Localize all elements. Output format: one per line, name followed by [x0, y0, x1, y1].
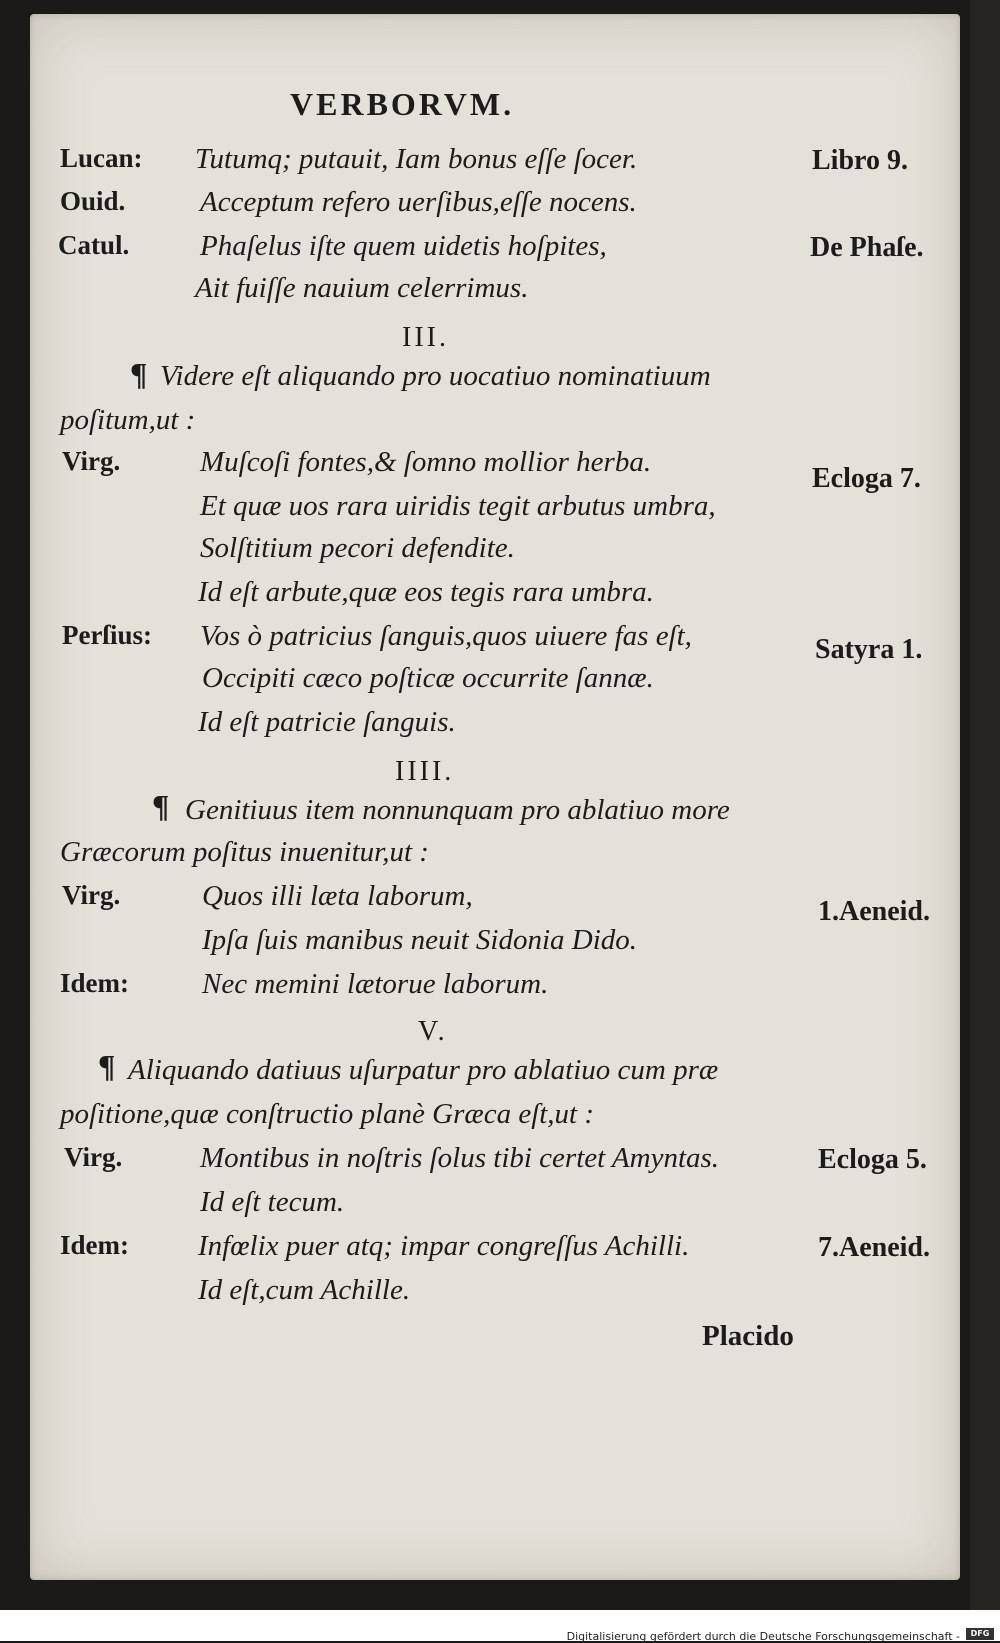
quote-line: Ipſa ſuis manibus neuit Sidonia Dido.	[202, 924, 637, 956]
quote-line: Montibus in noſtris ſolus tibi certet Amyntas.	[200, 1142, 720, 1174]
scan-edge-strip	[970, 0, 1000, 1641]
quote-line: Occipiti cæco poſticæ occurrite ſannæ.	[202, 662, 654, 694]
quote-line: Solſtitium pecori defendite.	[200, 532, 515, 564]
reference-label: Ecloga 7.	[812, 463, 921, 494]
paragraph-mark-icon: ¶	[152, 788, 170, 824]
quote-line: Id eſt,cum Achille.	[198, 1274, 411, 1306]
intro-line: poſitum,ut :	[60, 404, 196, 436]
section-number: III.	[402, 322, 449, 353]
author-label: Perſius:	[62, 620, 152, 650]
intro-line: Græcorum poſitus inuenitur,ut :	[60, 836, 429, 868]
quote-line: Id eſt arbute,quæ eos tegis rara umbra.	[198, 576, 654, 608]
author-label: Lucan:	[60, 143, 143, 173]
reference-label: 7.Aeneid.	[818, 1232, 930, 1263]
footer-credit: Digitalisierung gefördert durch die Deutsche Forschungsgemeinschaft -	[566, 1630, 960, 1643]
reference-label: 1.Aeneid.	[818, 896, 930, 927]
section-number: IIII.	[395, 756, 455, 787]
reference-label: Ecloga 5.	[818, 1144, 927, 1175]
author-label: Virg.	[64, 1142, 123, 1172]
quote-line: Infœlix puer atq; impar congreſſus Achilli.	[198, 1230, 690, 1262]
paragraph-mark-icon: ¶	[130, 356, 148, 392]
quote-line: Et quæ uos rara uiridis tegit arbutus umbra,	[200, 490, 716, 522]
author-label: Catul.	[58, 230, 130, 260]
section-number: V.	[418, 1016, 448, 1047]
author-label: Virg.	[62, 880, 121, 910]
author-label: Idem:	[60, 1230, 129, 1260]
author-label: Idem:	[60, 968, 129, 998]
quote-line: Nec memini lætorue laborum.	[202, 968, 549, 1000]
dfg-logo-icon: DFG	[966, 1628, 994, 1640]
quote-line: Tutumq; putauit, Iam bonus eſſe ſocer.	[195, 143, 638, 175]
reference-label: Satyra 1.	[815, 634, 923, 665]
reference-label: De Phaſe.	[810, 232, 924, 263]
paragraph-mark-icon: ¶	[98, 1048, 116, 1084]
quote-line: Id eſt patricie ſanguis.	[198, 706, 456, 738]
intro-line: poſitione,quæ conſtructio planè Græca eſt,ut :	[60, 1098, 595, 1130]
intro-line: Aliquando datiuus uſurpatur pro ablatiuo cum præ	[128, 1054, 719, 1086]
catchword: Placido	[702, 1320, 794, 1352]
quote-line: Id eſt tecum.	[200, 1186, 345, 1218]
quote-line: Vos ò patricius ſanguis,quos uiuere fas eſt,	[200, 620, 692, 652]
quote-line: Acceptum refero uerſibus,eſſe nocens.	[200, 186, 637, 218]
running-title: VERBORVM.	[290, 86, 515, 122]
quote-line: Muſcoſi fontes,& ſomno mollior herba.	[200, 446, 652, 478]
author-label: Ouid.	[60, 186, 126, 216]
author-label: Virg.	[62, 446, 121, 476]
quote-line: Phaſelus iſte quem uidetis hoſpites,	[200, 230, 607, 262]
reference-label: Libro 9.	[812, 145, 908, 176]
quote-line: Quos illi læta laborum,	[202, 880, 473, 912]
intro-line: Genitiuus item nonnunquam pro ablatiuo more	[185, 794, 730, 826]
intro-line: Videre eſt aliquando pro uocatiuo nominatiuum	[160, 360, 711, 392]
quote-line: Ait fuiſſe nauium celerrimus.	[195, 272, 529, 304]
